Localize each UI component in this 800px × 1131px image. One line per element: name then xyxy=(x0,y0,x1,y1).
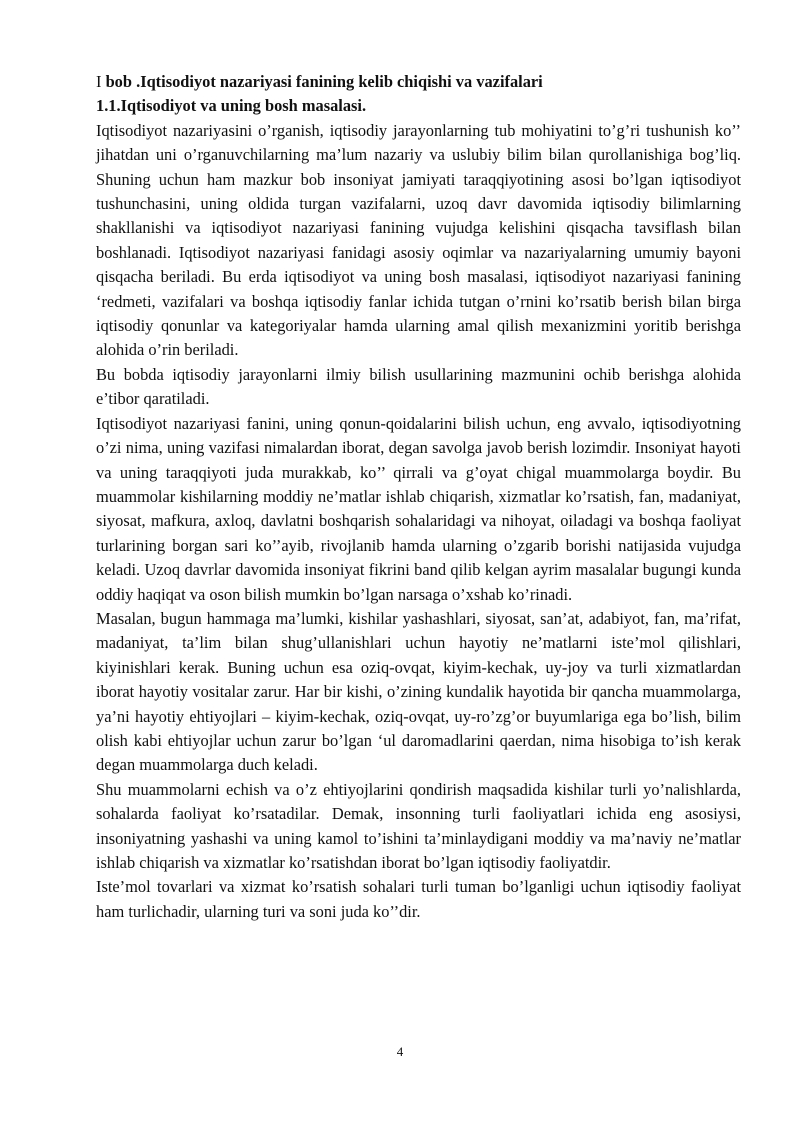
paragraph: Shu muammolarni echish va o’z ehtiyojlarini qondirish maqsadida kishilar turli yo’nalishlarda, sohalarda faoliyat ko’rsatadilar. Demak, insonning turli faoliyatlari ichida eng asosiysi, insoniyatning yashashi va uning kamol to’ishini ta’minlaydigani moddiy va ma’naviy ne’matlar ishlab chiqarish va xizmatlar ko’rsatishdan iborat bo’lgan iqtisodiy faoliyatdir. xyxy=(96,779,741,872)
paragraph: Bu bobda iqtisodiy jarayonlarni ilmiy bilish usullarining mazmunini ochib berishga alohida e’tibor qaratiladi. xyxy=(96,364,741,409)
paragraph: Iste’mol tovarlari va xizmat ko’rsatish sohalari turli tuman bo’lganligi uchun iqtisodiy faoliyat ham turlichadir, ularning turi va soni juda ko’’dir. xyxy=(96,877,741,921)
chapter-title: bob .Iqtisodiyot nazariyasi fanining kelib chiqishi va vazifalari xyxy=(101,72,543,91)
paragraph: Masalan, bugun hammaga ma’lumki, kishilar yashashlari, siyosat, san’at, adabiyot, fan, ma’rifat, madaniyat, ta’lim bilan shug’ullanishlari uchun hayotiy ne’matlarni iste’mol qilishlari, kiyinishlari kerak. Buning uchun esa oziq-ovqat, kiyim-kechak, uy-joy va turli xizmatlardan iborat hayotiy vositalar zarur. Har bir kishi, o’zining kundalik hayotida bir qancha muammolarga, ya’ni hayotiy ehtiyojlari – kiyim-kechak, oziq-ovqat, uy-ro’zg’or buyumlariga ega bo’lish, bilim olish kabi ehtiyojlar uchun zarur bo’lgan ‘ul daromadlarini qaerdan, nima hisobiga to’ish kerak degan muammolarga duch keladi. xyxy=(96,608,741,775)
chapter-number: I xyxy=(96,72,102,91)
chapter-heading xyxy=(96,70,741,94)
paragraph: Iqtisodiyot nazariyasini o’rganish, iqtisodiy jarayonlarning tub mohiyatini to’g’ri tushunish ko’’ jihatdan uni o’rganuvchilarning ma’lum nazariy va uslubiy bilim bilan qurollanishiga bog’liq. Shuning uchun ham mazkur bob insoniyat jamiyati taraqqiyotining asosi bo’lgan iqtisodiyot tushunchasini, uning oldida turgan vazifalarni, uzoq davr davomida iqtisodiy bilimlarning shakllanishi va iqtisodiyot nazariyasi fanining vujudga kelishini qisqacha tavsiflash bilan boshlanadi. Iqtisodiyot nazariyasi fanidagi asosiy oqimlar va nazariyalarning umumiy bayoni qisqacha beriladi. Bu erda iqtisodiyot va uning bosh masalasi, iqtisodiyot nazariyasi fanining ‘redmeti, vazifalari va boshqa iqtisodiy fanlar ichida tutgan o’rnini ko’rsatib berish bilan birga iqtisodiy qonunlar va kategoriyalar hamda ularning amal qilish mexanizmini yoritib berishga alohida o’rin beriladi. xyxy=(96,120,741,360)
paragraph: Iqtisodiyot nazariyasi fanini, uning qonun-qoidalarini bilish uchun, eng avvalo, iqtisodiyotning o’zi nima, uning vazifasi nimalardan iborat, degan savolga javob berish lozimdir. Insoniyat hayoti va uning taraqqiyoti juda murakkab, ko’’ qirrali va g’oyat chigal muammolarga boydir. Bu muammolar kishilarning moddiy ne’matlar ishlab chiqarish, xizmatlar ko’rsatish, fan, madaniyat, siyosat, mafkura, axloq, davlatni boshqarish sohalaridagi va nihoyat, oiladagi va boshqa faoliyat turlarining borgan sari ko’’ayib, rivojlanib hamda ularning o’zgarib borishi natijasida vujudga keladi. Uzoq davrlar davomida insoniyat fikrini band qilib kelgan ayrim masalalar bugungi kunda oddiy haqiqat va oson bilish mumkin bo’lgan narsaga o’xshab ko’rinadi. xyxy=(96,413,741,604)
section-heading: 1.1.Iqtisodiyot va uning bosh masalasi. xyxy=(96,96,367,116)
document-page xyxy=(96,70,741,924)
page-number: 4 xyxy=(396,1044,404,1059)
